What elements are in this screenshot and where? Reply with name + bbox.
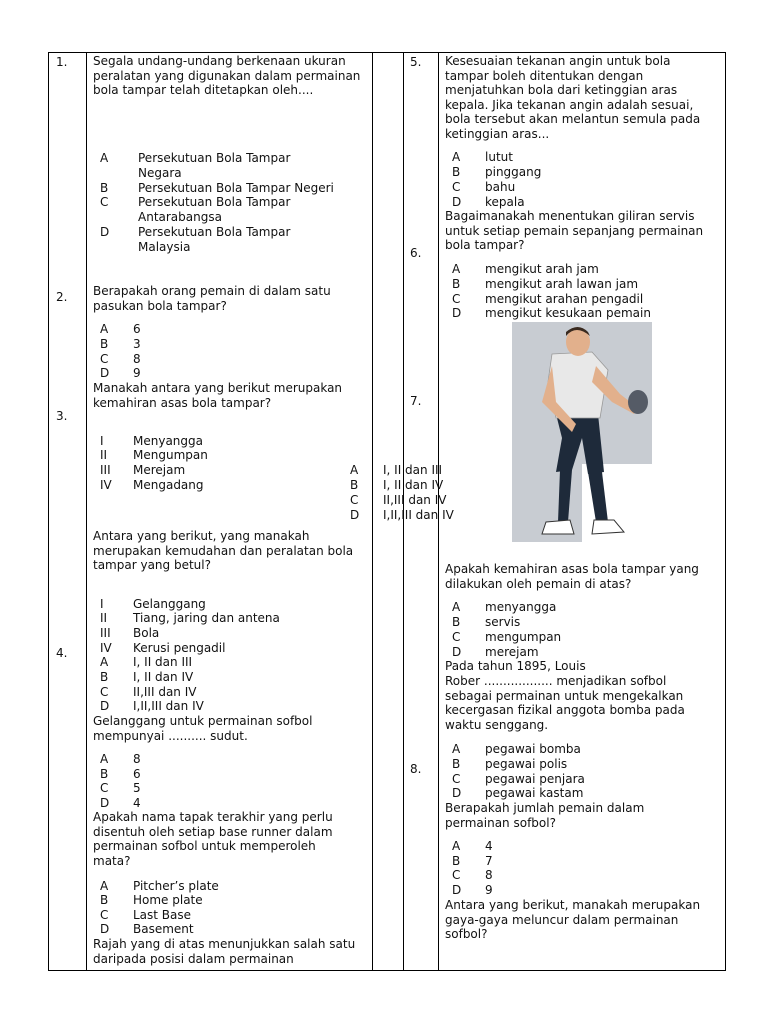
option-letter: A [100, 655, 109, 669]
option-letter: A [452, 150, 461, 164]
option-letter: C [100, 195, 109, 209]
statement-text: Menyangga [133, 434, 203, 448]
option-letter: A [100, 752, 109, 766]
option-letter: C [452, 180, 461, 194]
option-text: pinggang [485, 165, 542, 179]
option-letter: D [452, 306, 462, 320]
option-letter: B [452, 854, 461, 868]
question-number: 5. [410, 55, 422, 69]
option-text: 9 [485, 883, 493, 897]
option-letter: C [100, 685, 109, 699]
option-letter: C [350, 493, 359, 507]
option-text: pegawai kastam [485, 786, 584, 800]
question-text: Gelanggang untuk permainan sofbol mempunyai .......... sudut. [93, 714, 313, 743]
option-text: I,II,III dan IV [383, 508, 454, 522]
question-number: 4. [56, 646, 68, 660]
option-text: Persekutuan Bola Tampar Malaysia [138, 225, 291, 254]
statement-numeral: I [100, 434, 104, 448]
option-text: I,II,III dan IV [133, 699, 204, 713]
option-letter: A [452, 262, 461, 276]
option-letter: D [100, 225, 110, 239]
question-text: Rober .................. menjadikan sofbol sebagai permainan untuk mengekalkan kecergasan fizikal anggota bomba pada waktu senggang. [445, 674, 685, 732]
statement-numeral: II [100, 611, 108, 625]
option-text: 8 [133, 352, 141, 366]
option-letter: D [452, 786, 462, 800]
option-text: I, II dan IV [133, 670, 194, 684]
statement-numeral: I [100, 597, 104, 611]
option-letter: A [100, 151, 109, 165]
option-text: 9 [133, 366, 141, 380]
column-divider [86, 53, 87, 970]
option-letter: D [100, 922, 110, 936]
option-letter: C [100, 352, 109, 366]
option-letter: D [452, 195, 462, 209]
option-text: mengikut kesukaan pemain [485, 306, 651, 320]
option-letter: B [100, 181, 109, 195]
option-text: 3 [133, 337, 141, 351]
option-letter: D [100, 796, 110, 810]
question-text: Rajah yang di atas menunjukkan salah satu daripada posisi dalam permainan [93, 937, 356, 966]
volleyball-player-bump-illustration [462, 272, 602, 492]
option-letter: B [452, 757, 461, 771]
question-text: Berapakah orang pemain di dalam satu pasukan bola tampar? [93, 284, 331, 313]
option-letter: D [350, 508, 360, 522]
question-text: Pada tahun 1895, Louis [445, 659, 586, 673]
question-number: 1. [56, 55, 68, 69]
option-letter: B [100, 670, 109, 684]
statement-text: Mengadang [133, 478, 204, 492]
option-letter: A [452, 839, 461, 853]
option-letter: B [350, 478, 359, 492]
option-text: Last Base [133, 908, 192, 922]
option-letter: B [452, 165, 461, 179]
statement-numeral: III [100, 626, 111, 640]
option-letter: A [452, 600, 461, 614]
question-text: Berapakah jumlah pemain dalam permainan sofbol? [445, 801, 645, 830]
question-number: 8. [410, 762, 422, 776]
question-text: Antara yang berikut, yang manakah merupakan kemudahan dan peralatan bola tampar yang betul? [93, 529, 354, 573]
option-text: servis [485, 615, 521, 629]
option-letter: B [100, 337, 109, 351]
volleyball-player-icon [512, 322, 712, 552]
option-letter: A [100, 879, 109, 893]
option-text: Persekutuan Bola Tampar Negeri [138, 181, 334, 195]
option-letter: C [452, 630, 461, 644]
question-text: Antara yang berikut, manakah merupakan gaya-gaya meluncur dalam permainan sofbol? [445, 898, 701, 942]
question-text: Manakah antara yang berikut merupakan kemahiran asas bola tampar? [93, 381, 343, 410]
option-letter: D [452, 883, 462, 897]
option-letter: B [452, 615, 461, 629]
option-text: 7 [485, 854, 493, 868]
statement-numeral: III [100, 463, 111, 477]
option-text: 6 [133, 767, 141, 781]
option-text: 4 [485, 839, 493, 853]
option-text: I, II dan IV [383, 478, 444, 492]
option-letter: C [100, 908, 109, 922]
question-number: 2. [56, 290, 68, 304]
option-letter: B [100, 767, 109, 781]
option-text: I, II dan III [133, 655, 193, 669]
option-letter: C [452, 772, 461, 786]
option-text: mengumpan [485, 630, 562, 644]
statement-numeral: IV [100, 641, 112, 655]
option-text: kepala [485, 195, 525, 209]
statement-text: Gelanggang [133, 597, 206, 611]
option-text: Basement [133, 922, 194, 936]
statement-text: Tiang, jaring dan antena [133, 611, 280, 625]
option-text: Home plate [133, 893, 203, 907]
option-letter: B [100, 893, 109, 907]
statement-numeral: II [100, 448, 108, 462]
option-text: 5 [133, 781, 141, 795]
option-letter: A [100, 322, 109, 336]
option-text: Persekutuan Bola Tampar Antarabangsa [138, 195, 291, 224]
question-text: Segala undang-undang berkenaan ukuran peralatan yang digunakan dalam permainan bola tampar telah ditetapkan oleh.... [93, 54, 361, 98]
option-letter: B [452, 277, 461, 291]
option-letter: C [452, 868, 461, 882]
option-letter: A [452, 742, 461, 756]
option-text: lutut [485, 150, 513, 164]
option-text: Pitcher’s plate [133, 879, 219, 893]
statement-text: Mengumpan [133, 448, 208, 462]
question-text: Apakah nama tapak terakhir yang perlu disentuh oleh setiap base runner dalam permainan sofbol untuk memperoleh mata? [93, 810, 333, 868]
statement-text: Bola [133, 626, 160, 640]
option-text: bahu [485, 180, 516, 194]
statement-text: Kerusi pengadil [133, 641, 226, 655]
option-text: mengikut arahan pengadil [485, 292, 644, 306]
option-text: pegawai penjara [485, 772, 585, 786]
question-number: 3. [56, 409, 68, 423]
option-text: mengikut arah lawan jam [485, 277, 639, 291]
statement-numeral: IV [100, 478, 112, 492]
option-text: II,III dan IV [383, 493, 447, 507]
option-letter: D [100, 366, 110, 380]
option-text: menyangga [485, 600, 557, 614]
option-text: II,III dan IV [133, 685, 197, 699]
option-text: I, II dan III [383, 463, 443, 477]
option-text: 8 [485, 868, 493, 882]
option-text: 8 [133, 752, 141, 766]
question-text: Kesesuaian tekanan angin untuk bola tampar boleh ditentukan dengan menjatuhkan bola dari ketinggian aras kepala. Jika tekanan angin adalah sesuai, bola tersebut akan melantun semula pada ketinggian aras... [445, 54, 701, 141]
option-letter: A [350, 463, 359, 477]
question-number: 6. [410, 246, 422, 260]
question-text: Apakah kemahiran asas bola tampar yang dilakukan oleh pemain di atas? [445, 562, 699, 591]
option-text: merejam [485, 645, 539, 659]
option-text: Persekutuan Bola Tampar Negara [138, 151, 291, 180]
option-letter: D [452, 645, 462, 659]
option-letter: C [100, 781, 109, 795]
option-text: pegawai polis [485, 757, 568, 771]
option-text: 4 [133, 796, 141, 810]
statement-text: Merejam [133, 463, 186, 477]
option-text: mengikut arah jam [485, 262, 599, 276]
column-divider [372, 53, 373, 970]
option-letter: C [452, 292, 461, 306]
option-text: pegawai bomba [485, 742, 581, 756]
option-text: 6 [133, 322, 141, 336]
question-number: 7. [410, 394, 422, 408]
question-text: Bagaimanakah menentukan giliran servis untuk setiap pemain sepanjang permainan bola tampar? [445, 209, 704, 253]
option-letter: D [100, 699, 110, 713]
